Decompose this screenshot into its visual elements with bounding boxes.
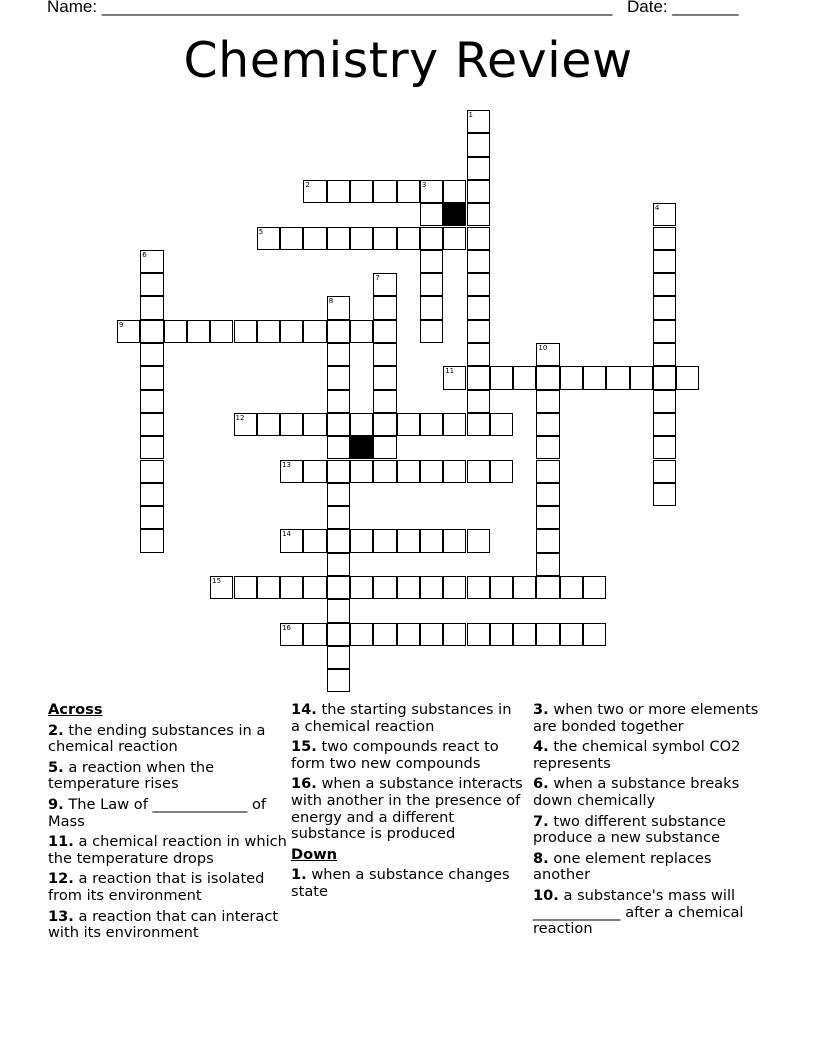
grid-cell[interactable] bbox=[373, 460, 396, 483]
grid-cell[interactable] bbox=[327, 553, 350, 576]
grid-cell[interactable] bbox=[420, 250, 443, 273]
page-title: Chemistry Review bbox=[183, 32, 633, 89]
grid-cell[interactable] bbox=[327, 460, 350, 483]
clue-number: 3. bbox=[533, 701, 549, 718]
grid-cell[interactable] bbox=[140, 296, 163, 319]
clue-text: a reaction when the temperature rises bbox=[48, 758, 215, 793]
clues-column-3 bbox=[533, 702, 773, 942]
grid-cell[interactable] bbox=[140, 273, 163, 296]
grid-cell[interactable] bbox=[653, 343, 676, 366]
grid-cell[interactable] bbox=[327, 506, 350, 529]
clue-number: 1. bbox=[291, 866, 307, 884]
grid-cell[interactable] bbox=[583, 623, 606, 646]
grid-cell[interactable] bbox=[397, 529, 420, 552]
grid-cell[interactable] bbox=[420, 623, 443, 646]
clue-number-label: 11 bbox=[445, 367, 455, 376]
grid-cell[interactable] bbox=[653, 436, 676, 459]
clue-number-label: 4 bbox=[654, 204, 660, 213]
grid-cell[interactable] bbox=[327, 343, 350, 366]
clue-text: two different substance produce a new substance bbox=[533, 812, 726, 847]
clue-text: a reaction that can interact with its environment bbox=[48, 907, 279, 942]
grid-cell[interactable] bbox=[420, 320, 443, 343]
down-heading: Down bbox=[291, 845, 338, 863]
clue-number: 2. bbox=[48, 721, 64, 739]
clue-item bbox=[533, 776, 773, 809]
clue-number-label: 7 bbox=[375, 274, 380, 283]
grid-cell[interactable] bbox=[513, 576, 536, 599]
grid-cell[interactable] bbox=[327, 623, 350, 646]
grid-cell[interactable] bbox=[303, 623, 326, 646]
grid-cell[interactable] bbox=[327, 180, 350, 203]
grid-cell[interactable] bbox=[443, 460, 466, 483]
clue-item bbox=[48, 834, 288, 867]
grid-cell[interactable] bbox=[536, 623, 559, 646]
grid-cell[interactable] bbox=[327, 390, 350, 413]
date-line: _______ bbox=[672, 0, 739, 16]
clue-text: when two or more elements are bonded together bbox=[533, 701, 759, 735]
clue-number: 11. bbox=[48, 833, 74, 851]
grid-cell[interactable] bbox=[280, 413, 303, 436]
clue-text: the starting substances in a chemical reaction bbox=[291, 701, 512, 735]
grid-cell[interactable] bbox=[373, 436, 396, 459]
grid-cell[interactable] bbox=[420, 460, 443, 483]
grid-cell[interactable] bbox=[373, 413, 396, 436]
clue-item bbox=[48, 909, 288, 942]
grid-cell[interactable] bbox=[303, 227, 326, 250]
grid-cell[interactable] bbox=[257, 413, 280, 436]
clue-item bbox=[291, 867, 523, 900]
clue-text: two compounds react to form two new compounds bbox=[291, 738, 499, 772]
grid-cell[interactable] bbox=[327, 669, 350, 692]
grid-cell[interactable] bbox=[653, 483, 676, 506]
grid-cell[interactable] bbox=[234, 576, 257, 599]
grid-cell[interactable] bbox=[653, 273, 676, 296]
grid-cell[interactable] bbox=[397, 623, 420, 646]
grid-cell[interactable] bbox=[280, 227, 303, 250]
grid-cell[interactable] bbox=[303, 413, 326, 436]
grid-cell[interactable] bbox=[676, 366, 699, 389]
grid-cell[interactable] bbox=[467, 133, 490, 156]
grid-cell[interactable] bbox=[373, 343, 396, 366]
grid-cell[interactable] bbox=[560, 623, 583, 646]
clue-text: the chemical symbol CO2 represents bbox=[533, 738, 741, 772]
clue-number-label: 13 bbox=[282, 460, 292, 469]
grid-cell[interactable] bbox=[397, 180, 420, 203]
grid-cell[interactable] bbox=[397, 227, 420, 250]
grid-cell[interactable] bbox=[234, 320, 257, 343]
clue-item bbox=[291, 702, 523, 735]
clue-text: when a substance interacts with another in the presence of energy and a different substance is produced bbox=[291, 775, 523, 843]
grid-cell[interactable] bbox=[536, 576, 559, 599]
grid-cell[interactable] bbox=[443, 623, 466, 646]
grid-cell[interactable] bbox=[513, 366, 536, 389]
grid-cell[interactable] bbox=[350, 180, 373, 203]
clue-text: a substance's mass will ____________ after a chemical reaction bbox=[533, 886, 744, 938]
grid-cell[interactable] bbox=[420, 296, 443, 319]
grid-cell-black bbox=[350, 436, 373, 459]
grid-cell[interactable] bbox=[443, 576, 466, 599]
grid-cell[interactable] bbox=[467, 460, 490, 483]
grid-cell[interactable] bbox=[373, 227, 396, 250]
grid-cell[interactable] bbox=[420, 273, 443, 296]
grid-cell[interactable] bbox=[350, 413, 373, 436]
grid-cell[interactable] bbox=[210, 320, 233, 343]
grid-cell[interactable] bbox=[350, 227, 373, 250]
clue-number: 4. bbox=[533, 738, 549, 756]
grid-cell[interactable] bbox=[467, 320, 490, 343]
grid-cell[interactable] bbox=[164, 320, 187, 343]
clue-text: the ending substances in a chemical reaction bbox=[48, 721, 266, 756]
grid-cell[interactable] bbox=[467, 529, 490, 552]
grid-cell[interactable] bbox=[536, 436, 559, 459]
clue-number: 16. bbox=[291, 775, 317, 793]
grid-cell[interactable] bbox=[513, 623, 536, 646]
grid-cell[interactable] bbox=[187, 320, 210, 343]
grid-cell[interactable] bbox=[327, 366, 350, 389]
clue-item bbox=[291, 739, 523, 772]
grid-cell[interactable] bbox=[303, 529, 326, 552]
grid-cell[interactable] bbox=[467, 227, 490, 250]
grid-cell[interactable] bbox=[420, 529, 443, 552]
grid-cell[interactable] bbox=[536, 390, 559, 413]
grid-cell[interactable] bbox=[397, 413, 420, 436]
clue-text: when a substance changes state bbox=[291, 866, 510, 900]
grid-cell[interactable] bbox=[303, 460, 326, 483]
grid-cell[interactable] bbox=[140, 483, 163, 506]
grid-cell[interactable] bbox=[327, 436, 350, 459]
grid-cell[interactable] bbox=[373, 320, 396, 343]
grid-cell[interactable] bbox=[373, 390, 396, 413]
grid-cell[interactable] bbox=[490, 366, 513, 389]
grid-cell[interactable] bbox=[490, 623, 513, 646]
clue-item bbox=[48, 797, 288, 830]
clue-text: when a substance breaks down chemically bbox=[533, 775, 740, 809]
grid-cell[interactable] bbox=[490, 460, 513, 483]
grid-cell[interactable] bbox=[536, 506, 559, 529]
clue-item bbox=[533, 851, 773, 884]
grid-cell[interactable] bbox=[467, 343, 490, 366]
clues-column-2 bbox=[291, 702, 523, 905]
grid-cell[interactable] bbox=[606, 366, 629, 389]
clue-number: 10. bbox=[533, 886, 559, 904]
grid-cell[interactable] bbox=[140, 460, 163, 483]
grid-cell[interactable] bbox=[420, 413, 443, 436]
clue-number-label: 8 bbox=[328, 297, 334, 306]
grid-cell[interactable] bbox=[140, 506, 163, 529]
clue-item bbox=[533, 814, 773, 847]
grid-cell[interactable] bbox=[373, 296, 396, 319]
grid-cell[interactable] bbox=[373, 180, 396, 203]
grid-cell[interactable] bbox=[420, 227, 443, 250]
grid-cell[interactable] bbox=[327, 413, 350, 436]
grid-cell[interactable] bbox=[583, 366, 606, 389]
grid-cell[interactable] bbox=[420, 576, 443, 599]
clue-item bbox=[533, 702, 773, 735]
grid-cell[interactable] bbox=[467, 296, 490, 319]
grid-cell[interactable] bbox=[420, 203, 443, 226]
clue-item bbox=[48, 871, 288, 904]
clue-number-label: 10 bbox=[538, 344, 548, 352]
grid-cell[interactable] bbox=[536, 366, 559, 389]
grid-cell[interactable] bbox=[327, 576, 350, 599]
clue-number: 6. bbox=[533, 775, 549, 793]
grid-cell[interactable] bbox=[653, 227, 676, 250]
grid-cell[interactable] bbox=[257, 576, 280, 599]
grid-cell[interactable] bbox=[280, 576, 303, 599]
grid-cell[interactable] bbox=[327, 227, 350, 250]
clue-number-label: 15 bbox=[212, 577, 222, 585]
clues-column-1 bbox=[48, 702, 288, 946]
grid-cell[interactable] bbox=[280, 320, 303, 343]
grid-cell[interactable] bbox=[397, 576, 420, 599]
clue-item bbox=[291, 776, 523, 842]
clue-text: The Law of _____________ of Mass bbox=[48, 795, 267, 830]
clue-number: 15. bbox=[291, 738, 317, 756]
clue-item bbox=[533, 739, 773, 772]
grid-cell[interactable] bbox=[140, 343, 163, 366]
grid-cell[interactable] bbox=[303, 320, 326, 343]
grid-cell[interactable] bbox=[583, 576, 606, 599]
grid-cell[interactable] bbox=[653, 320, 676, 343]
clue-list bbox=[291, 867, 523, 900]
across-heading: Across bbox=[48, 701, 103, 718]
grid-cell[interactable] bbox=[467, 366, 490, 389]
grid-cell[interactable] bbox=[327, 599, 350, 622]
grid-cell[interactable] bbox=[536, 529, 559, 552]
clue-number-label: 9 bbox=[119, 320, 124, 329]
grid-cell[interactable] bbox=[140, 413, 163, 436]
grid-cell[interactable] bbox=[257, 320, 280, 343]
grid-cell[interactable] bbox=[140, 390, 163, 413]
clue-number-label: 2 bbox=[305, 180, 310, 189]
grid-cell[interactable] bbox=[467, 203, 490, 226]
grid-cell[interactable] bbox=[467, 390, 490, 413]
grid-cell[interactable] bbox=[327, 529, 350, 552]
grid-cell[interactable] bbox=[140, 529, 163, 552]
grid-cell[interactable] bbox=[653, 413, 676, 436]
grid-cell[interactable] bbox=[303, 576, 326, 599]
grid-cell[interactable] bbox=[140, 436, 163, 459]
clue-text: one element replaces another bbox=[533, 849, 712, 884]
clue-number-label: 12 bbox=[235, 413, 245, 422]
clue-number: 8. bbox=[533, 849, 549, 867]
grid-cell[interactable] bbox=[443, 529, 466, 552]
grid-cell[interactable] bbox=[467, 413, 490, 436]
grid-cell[interactable] bbox=[467, 250, 490, 273]
name-line: ______________________________________________________ bbox=[101, 0, 613, 16]
grid-cell[interactable] bbox=[536, 460, 559, 483]
grid-cell[interactable] bbox=[350, 460, 373, 483]
clue-list bbox=[291, 702, 523, 843]
grid-cell[interactable] bbox=[350, 529, 373, 552]
clue-list bbox=[533, 702, 773, 938]
grid-cell[interactable] bbox=[490, 576, 513, 599]
grid-cell[interactable] bbox=[443, 413, 466, 436]
grid-cell[interactable] bbox=[467, 623, 490, 646]
clue-number-label: 5 bbox=[258, 227, 264, 236]
grid-cell[interactable] bbox=[653, 296, 676, 319]
grid-cell[interactable] bbox=[350, 320, 373, 343]
grid-cell[interactable] bbox=[140, 320, 163, 343]
clue-number: 5. bbox=[48, 758, 64, 776]
clue-item bbox=[48, 760, 288, 793]
grid-cell[interactable] bbox=[443, 180, 466, 203]
clue-number: 9. bbox=[48, 795, 64, 813]
grid-cell[interactable] bbox=[350, 576, 373, 599]
grid-cell[interactable] bbox=[467, 576, 490, 599]
clue-number: 12. bbox=[48, 870, 74, 888]
grid-cell[interactable] bbox=[373, 576, 396, 599]
grid-cell[interactable] bbox=[536, 483, 559, 506]
grid-cell[interactable] bbox=[327, 646, 350, 669]
name-label: Name: bbox=[47, 0, 98, 16]
grid-cell[interactable] bbox=[490, 413, 513, 436]
grid-cell[interactable] bbox=[467, 180, 490, 203]
grid-cell[interactable] bbox=[350, 623, 373, 646]
grid-cell[interactable] bbox=[397, 460, 420, 483]
clue-number-label: 6 bbox=[142, 250, 147, 259]
grid-cell[interactable] bbox=[443, 227, 466, 250]
clue-number-label: 1 bbox=[468, 111, 473, 119]
grid-cell[interactable] bbox=[653, 366, 676, 389]
clue-item bbox=[48, 723, 288, 756]
clue-number-label: 14 bbox=[282, 530, 292, 539]
clue-number: 14. bbox=[291, 701, 317, 718]
grid-cell[interactable] bbox=[140, 366, 163, 389]
grid-cell[interactable] bbox=[560, 576, 583, 599]
clue-number-label: 16 bbox=[282, 623, 292, 632]
grid-cell[interactable] bbox=[630, 366, 653, 389]
clue-text: a chemical reaction in which the temperature drops bbox=[48, 833, 287, 867]
grid-cell[interactable] bbox=[653, 390, 676, 413]
grid-cell-black bbox=[443, 203, 466, 226]
grid-cell[interactable] bbox=[560, 366, 583, 389]
clue-text: a reaction that is isolated from its environment bbox=[48, 870, 265, 904]
grid-cell[interactable] bbox=[373, 623, 396, 646]
date-label: Date: bbox=[627, 0, 668, 16]
clue-list bbox=[48, 723, 288, 942]
grid-cell[interactable] bbox=[653, 250, 676, 273]
grid-cell[interactable] bbox=[327, 483, 350, 506]
clue-item bbox=[533, 888, 773, 938]
grid-cell[interactable] bbox=[536, 553, 559, 576]
grid-cell[interactable] bbox=[467, 273, 490, 296]
grid-cell[interactable] bbox=[536, 413, 559, 436]
clue-number: 7. bbox=[533, 812, 549, 830]
clue-number: 13. bbox=[48, 907, 74, 925]
grid-cell[interactable] bbox=[327, 320, 350, 343]
grid-cell[interactable] bbox=[653, 460, 676, 483]
grid-cell[interactable] bbox=[373, 366, 396, 389]
grid-cell[interactable] bbox=[467, 157, 490, 180]
grid-cell[interactable] bbox=[373, 529, 396, 552]
clue-number-label: 3 bbox=[421, 180, 427, 189]
